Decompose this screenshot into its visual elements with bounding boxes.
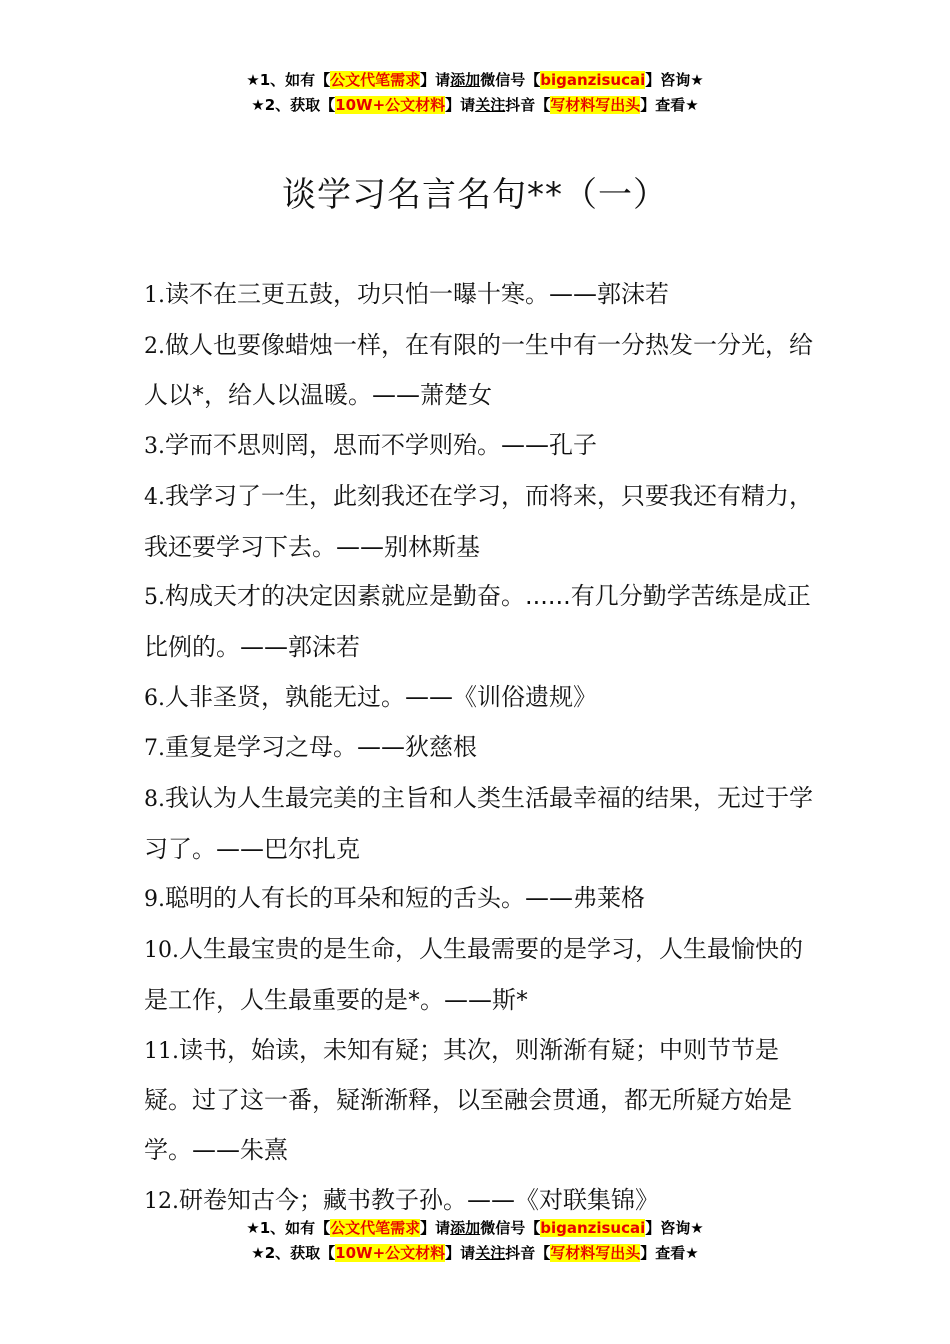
banner-text: 1、如有【 bbox=[259, 1219, 331, 1237]
star-icon: ★ bbox=[246, 1219, 260, 1237]
underlined-follow: 关注 bbox=[475, 96, 506, 114]
header-banner bbox=[0, 68, 950, 118]
highlight-wechat-id: biganzisucai bbox=[540, 71, 646, 89]
item-number: 9. bbox=[144, 887, 165, 913]
item-number: 3. bbox=[144, 434, 165, 460]
banner-line-1 bbox=[0, 1216, 950, 1241]
list-item bbox=[144, 874, 814, 925]
list-item bbox=[144, 572, 814, 672]
item-text: 重复是学习之母。——狄慈根 bbox=[165, 733, 477, 762]
banner-text: 抖音【 bbox=[505, 96, 551, 114]
banner-line-1 bbox=[0, 68, 950, 93]
highlight-douyin: 写材料写出头 bbox=[550, 96, 641, 114]
highlight-wechat-id: biganzisucai bbox=[540, 1219, 646, 1237]
item-number: 12. bbox=[144, 1188, 179, 1214]
item-text: 读书，始读，未知有疑；其次，则渐渐有疑；中则节节是疑。过了这一番，疑渐渐释，以至融会贯通，都无所疑方始是学。——朱熹 bbox=[144, 1035, 792, 1164]
star-icon: ★ bbox=[685, 1244, 699, 1262]
banner-text: 】请 bbox=[420, 71, 451, 89]
item-text: 研卷知古今；藏书教子孙。——《对联集锦》 bbox=[179, 1185, 659, 1214]
list-item bbox=[144, 270, 814, 321]
underlined-add: 添加 bbox=[450, 71, 481, 89]
item-number: 11. bbox=[144, 1038, 179, 1064]
footer-banner bbox=[0, 1216, 950, 1266]
star-icon: ★ bbox=[246, 71, 260, 89]
banner-text: 】请 bbox=[445, 1244, 476, 1262]
list-item bbox=[144, 421, 814, 472]
star-icon: ★ bbox=[251, 1244, 265, 1262]
item-text: 学而不思则罔，思而不学则殆。——孔子 bbox=[165, 431, 597, 460]
banner-line-2 bbox=[0, 1241, 950, 1266]
banner-text: 】查看 bbox=[640, 1244, 686, 1262]
item-text: 我认为人生最完美的主旨和人类生活最幸福的结果，无过于学习了。——巴尔扎克 bbox=[144, 784, 813, 863]
star-icon: ★ bbox=[251, 96, 265, 114]
list-item bbox=[144, 723, 814, 774]
banner-line-2 bbox=[0, 93, 950, 118]
item-number: 6. bbox=[144, 685, 165, 711]
item-text: 构成天才的决定因素就应是勤奋。......有几分勤学苦练是成正比例的。——郭沫若 bbox=[144, 582, 811, 661]
star-icon: ★ bbox=[690, 71, 704, 89]
list-item bbox=[144, 925, 814, 1025]
banner-text: 微信号【 bbox=[480, 71, 541, 89]
banner-text: 微信号【 bbox=[480, 1219, 541, 1237]
item-text: 做人也要像蜡烛一样，在有限的一生中有一分热发一分光，给人以*，给人以温暖。——萧楚女 bbox=[144, 330, 813, 410]
item-number: 8. bbox=[144, 787, 165, 813]
banner-text: 2、获取【 bbox=[264, 1244, 336, 1262]
page-title: 谈学习名言名句**（一） bbox=[282, 175, 668, 215]
star-icon: ★ bbox=[685, 96, 699, 114]
list-item bbox=[144, 673, 814, 724]
highlight-douyin: 写材料写出头 bbox=[550, 1244, 641, 1262]
highlight-materials: 10W+公文材料 bbox=[335, 96, 446, 114]
banner-text: 抖音【 bbox=[505, 1244, 551, 1262]
list-item bbox=[144, 321, 814, 421]
highlight-materials: 10W+公文材料 bbox=[335, 1244, 446, 1262]
quote-list bbox=[144, 270, 814, 1226]
highlight-service: 公文代笔需求 bbox=[330, 1219, 421, 1237]
underlined-follow: 关注 bbox=[475, 1244, 506, 1262]
item-number: 10. bbox=[144, 938, 179, 964]
item-number: 4. bbox=[144, 484, 165, 510]
item-number: 5. bbox=[144, 585, 165, 611]
list-item bbox=[144, 472, 814, 572]
banner-text: 】咨询 bbox=[645, 1219, 691, 1237]
item-text: 聪明的人有长的耳朵和短的舌头。——弗莱格 bbox=[165, 884, 645, 913]
item-text: 读不在三更五鼓，功只怕一曝十寒。——郭沫若 bbox=[165, 280, 669, 308]
item-text: 人非圣贤，孰能无过。——《训俗遗规》 bbox=[165, 682, 597, 711]
star-icon: ★ bbox=[690, 1219, 704, 1237]
list-item bbox=[144, 774, 814, 874]
item-number: 2. bbox=[144, 333, 165, 359]
item-text: 人生最宝贵的是生命，人生最需要的是学习，人生最愉快的是工作，人生最重要的是*。——斯* bbox=[144, 935, 803, 1014]
banner-text: 1、如有【 bbox=[259, 71, 331, 89]
banner-text: 】咨询 bbox=[645, 71, 691, 89]
banner-text: 】请 bbox=[445, 96, 476, 114]
item-number: 1. bbox=[144, 283, 165, 308]
underlined-add: 添加 bbox=[450, 1219, 481, 1237]
item-text: 我学习了一生，此刻我还在学习，而将来，只要我还有精力，我还要学习下去。——别林斯基 bbox=[144, 481, 813, 561]
highlight-service: 公文代笔需求 bbox=[330, 71, 421, 89]
banner-text: 】查看 bbox=[640, 96, 686, 114]
item-number: 7. bbox=[144, 736, 165, 762]
list-item bbox=[144, 1026, 814, 1176]
banner-text: 】请 bbox=[420, 1219, 451, 1237]
banner-text: 2、获取【 bbox=[264, 96, 336, 114]
